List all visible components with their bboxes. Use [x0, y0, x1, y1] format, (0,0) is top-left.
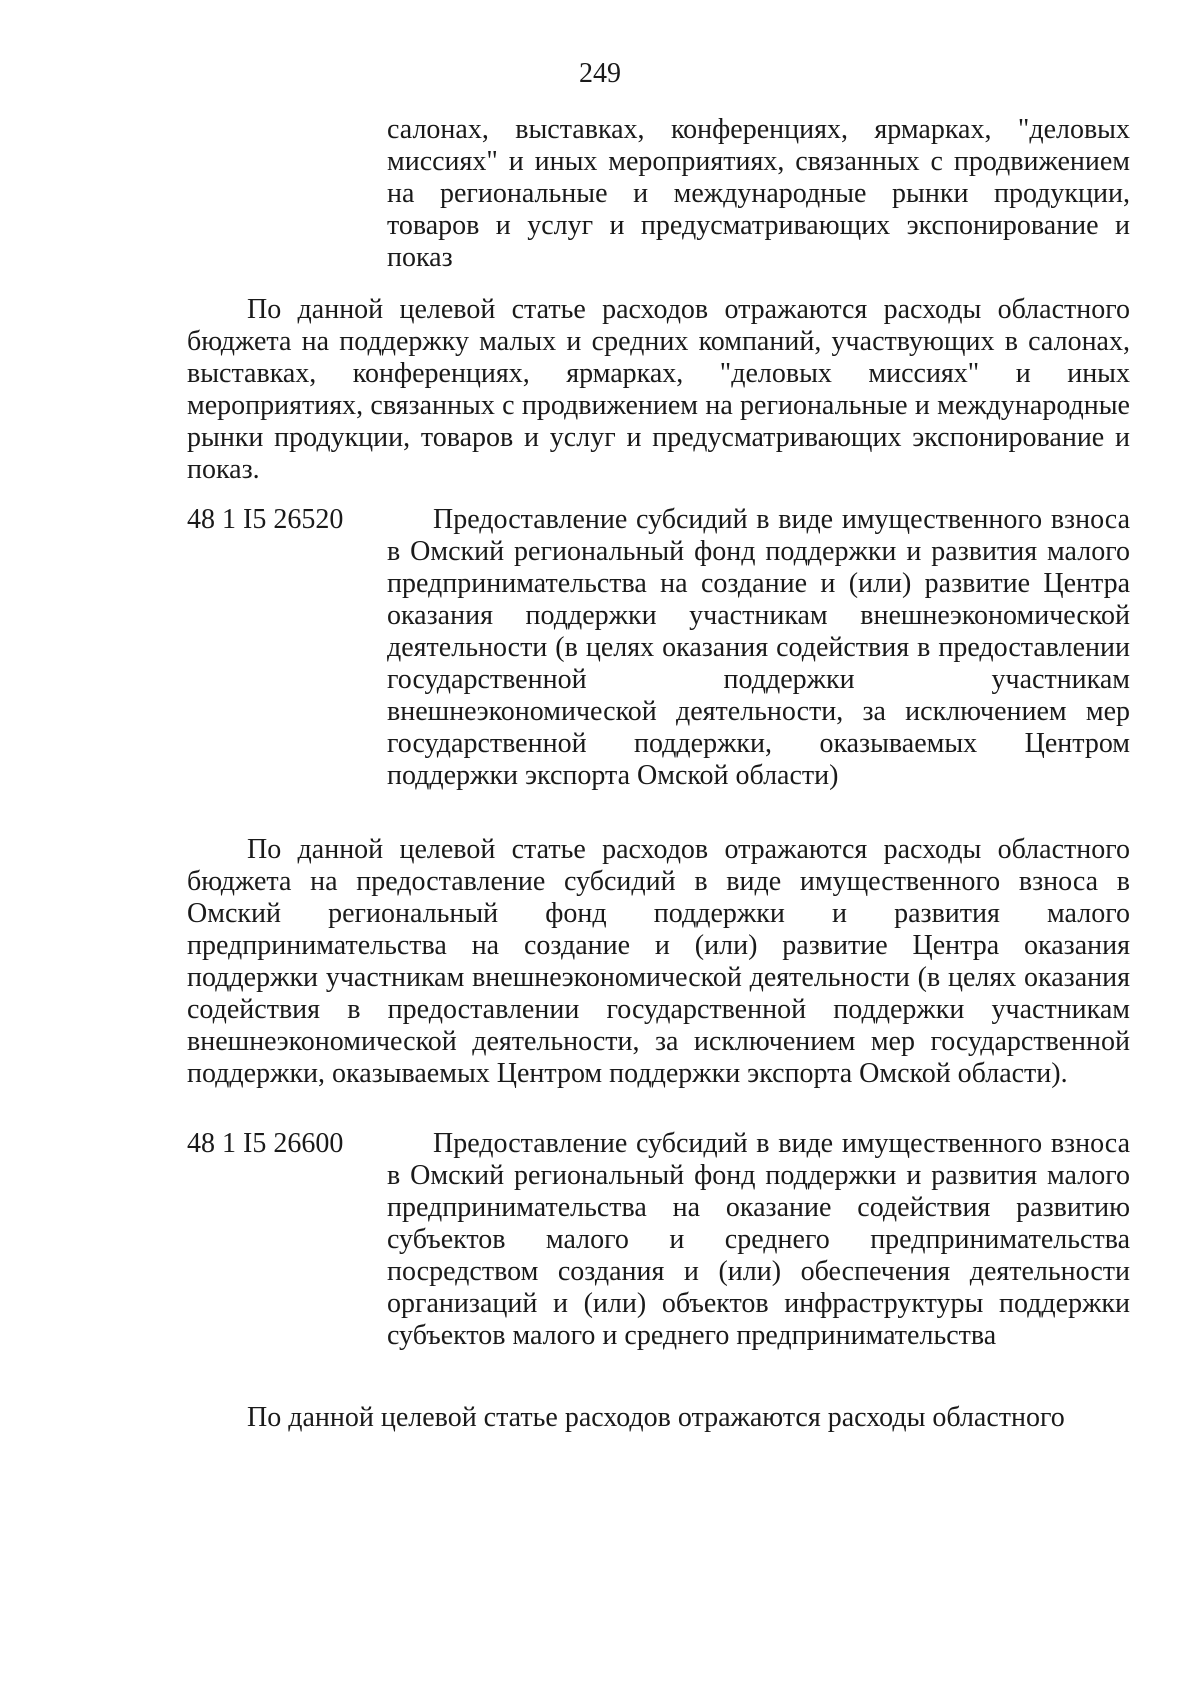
- page-number: 249: [579, 58, 621, 89]
- budget-item-title: Предоставление субсидий в виде имущественного взноса в Омский региональный фонд поддержки и развития малого предпринимательства на оказание содействия развитию субъектов малого и среднего предпринимательства посредством создания и (или) обеспечения деятельности организаций и (или) объектов инфраструктуры поддержки субъектов малого и среднего предпринимательства: [387, 1128, 1130, 1351]
- budget-code: 48 1 I5 26520: [187, 504, 344, 535]
- budget-code: 48 1 I5 26600: [187, 1128, 344, 1159]
- paragraph-description-2: По данной целевой статье расходов отражаются расходы областного бюджета на предоставление субсидий в виде имущественного взноса в Омский региональный фонд поддержки и развития малого предпринимательства на создание и (или) развитие Центра оказания поддержки участникам внешнеэкономической деятельности (в целях оказания содействия в предоставлении государственной поддержки участникам внешнеэкономической деятельности, за исключением мер государственной поддержки, оказываемых Центром поддержки экспорта Омской области).: [187, 834, 1130, 1089]
- paragraph-description-3: По данной целевой статье расходов отражаются расходы областного: [247, 1402, 1065, 1433]
- budget-item-title: Предоставление субсидий в виде имущественного взноса в Омский региональный фонд поддержки и развития малого предпринимательства на создание и (или) развитие Центра оказания поддержки участникам внешнеэкономической деятельности (в целях оказания содействия в предоставлении государственной поддержки участникам внешнеэкономической деятельности, за исключением мер государственной поддержки, оказываемых Центром поддержки экспорта Омской области): [387, 504, 1130, 791]
- continuation-text: салонах, выставках, конференциях, ярмарках, "деловых миссиях" и иных мероприятиях, связанных с продвижением на региональные и международные рынки продукции, товаров и услуг и предусматривающих экспонирование и показ: [387, 114, 1130, 273]
- paragraph-description-1: По данной целевой статье расходов отражаются расходы областного бюджета на поддержку малых и средних компаний, участвующих в салонах, выставках, конференциях, ярмарках, "деловых миссиях" и иных мероприятиях, связанных с продвижением на региональные и международные рынки продукции, товаров и услуг и предусматривающих экспонирование и показ.: [187, 294, 1130, 485]
